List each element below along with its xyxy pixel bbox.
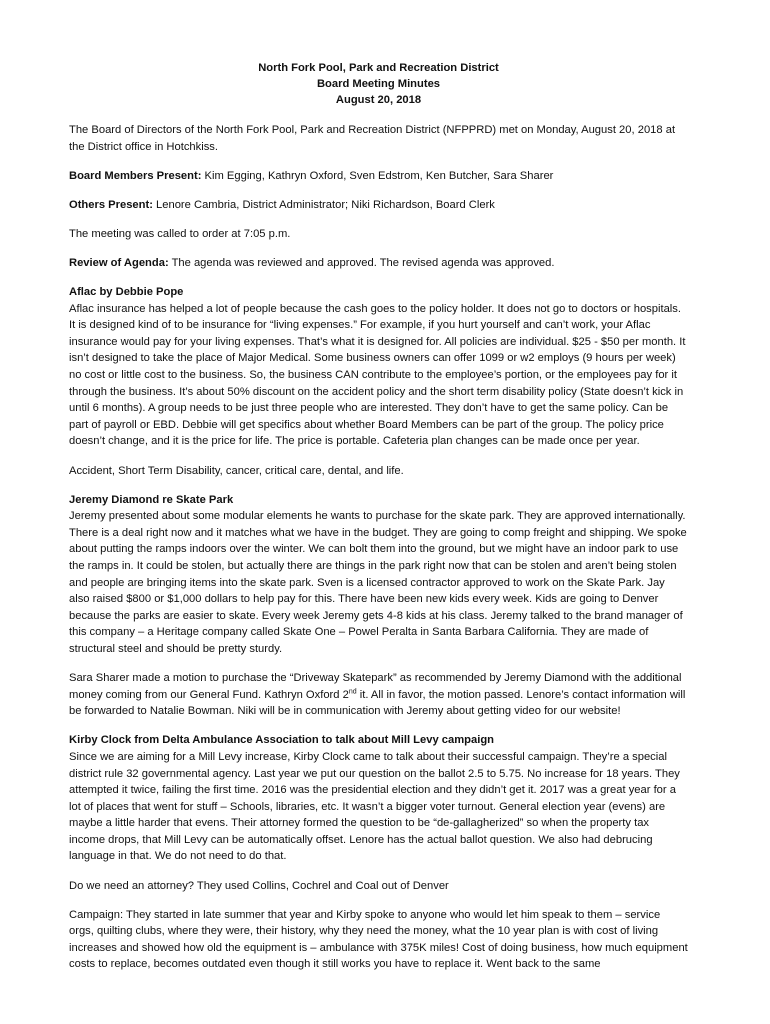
called-to-order-paragraph: The meeting was called to order at 7:05 p.m. — [69, 227, 291, 240]
mill-levy-section — [69, 732, 688, 865]
meeting-date: August 20, 2018 — [335, 94, 422, 106]
board-members-paragraph — [69, 168, 688, 185]
intro-paragraph: The Board of Directors of the North Fork Pool, Park and Recreation District (NFPPRD) met on Monday, August 20, 2018 at the District office in Hotchkiss. — [69, 124, 676, 153]
aflac-heading: Aflac by Debbie Pope — [69, 286, 184, 299]
skate-park-heading: Jeremy Diamond re Skate Park — [69, 493, 234, 506]
mill-levy-body: Since we are aiming for a Mill Levy increase, Kirby Clock came to talk about their successful campaign. They’re a special district rule 32 governmental agency. Last year we put our question on the ballot 2.5 to 5.75. No increase for 18 years. They attempted it twice, failing the first time. 2016 was the presidential election and they didn’t get it. 2017 was a great year for a lot of places that went for stuff – Schools, libraries, etc. It wasn’t a bigger voter turnout. General election year (evens) are maybe a little harder that evens. Their attorney formed the question to be “de-gallagherized” so when the property tax income drops, that Mill Levy can be automatically offset. Lenore has the actual ballot question. We also had debrucing language in that. We do not need to do that. — [69, 750, 680, 863]
board-members-label: Board Members Present: — [69, 169, 202, 182]
skate-park-section — [69, 492, 688, 658]
review-agenda-paragraph — [69, 255, 688, 272]
aflac-section — [69, 284, 688, 450]
attorney-paragraph: Do we need an attorney? They used Collins, Cochrel and Coal out of Denver — [69, 879, 449, 892]
review-agenda-text: The agenda was reviewed and approved. The revised agenda was approved. — [168, 256, 555, 269]
document-header — [69, 60, 688, 108]
ordinal-superscript: nd — [348, 687, 357, 695]
review-agenda-label: Review of Agenda: — [69, 256, 169, 269]
others-present-paragraph — [69, 197, 688, 214]
motion-text-part-2: it. All in favor, the motion passed. Lenore’s contact information will be forwarded to Natalie Bowman. Niki will be in communication with Jeremy about getting video for our website! — [69, 688, 686, 718]
skate-park-body: Jeremy presented about some modular elements he wants to purchase for the skate park. They are approved internationally. There is a deal right now and it matches what we have in the budget. They are going to comp freight and shipping. We spoke about putting the ramps indoors over the winter. We can bolt them into the ground, but we might have an indoor park to use the ramps in. It could be stolen, but actually there are things in the park right now that can be stolen and aren’t being stolen and people are bringing items into the skate park. Sven is a licensed contractor approved to work on the Skate Park. Jay also raised $800 or $1,000 dollars to help pay for this. There have been new kids every week. Kids are going to Denver because the parks are easier to skate. Every week Jeremy gets 4-8 kids at his class. Jeremy talked to the brand manager of this company – a Heritage company called Skate One – Powel Peralta in Santa Barbara California. They are made of structural steel and should be pretty sturdy. — [69, 510, 687, 655]
document-title: Board Meeting Minutes — [316, 78, 441, 90]
board-members-text: Kim Egging, Kathryn Oxford, Sven Edstrom, Ken Butcher, Sara Sharer — [201, 169, 554, 182]
aflac-body: Aflac insurance has helped a lot of people because the cash goes to the policy holder. It does not go to doctors or hospitals. It is designed kind of to be insurance for “living expenses.” For example, if you hurt yourself and can’t work, your Aflac insurance would pay for your living expenses. That’s what it is designed for. All policies are individual. $25 - $50 per month. It isn’t designed to take the place of Major Medical. Some business owners can offer 1099 or w2 employs (9 hours per week) no cost or little cost to the business. So, the business CAN contribute to the employee’s portion, or the employees pay for it through the business. It’s about 50% discount on the accident policy and the short term disability policy (State doesn’t kick in until 6 months). A group needs to be just three people who are interested. They don’t have to get the same policy. Can be part of payroll or EBD. Debbie will get specifics about whether Board Members can be part of the group. The policy price doesn’t change, and it is the price for life. The price is portable. Cafeteria plan changes can be made once per year. — [69, 302, 686, 448]
skate-park-motion-paragraph — [69, 670, 688, 720]
organization-name: North Fork Pool, Park and Recreation District — [258, 62, 499, 74]
others-present-label: Others Present: — [69, 198, 153, 211]
mill-levy-heading: Kirby Clock from Delta Ambulance Association to talk about Mill Levy campaign — [69, 734, 495, 747]
aflac-coverage-paragraph: Accident, Short Term Disability, cancer, critical care, dental, and life. — [69, 464, 404, 477]
campaign-paragraph: Campaign: They started in late summer that year and Kirby spoke to anyone who would let him speak to them – service orgs, quilting clubs, where they were, their history, why they need the money, what the 10 year plan is with cost of living increases and showed how old the equipment is – ambulance with 375K miles! Cost of doing business, how much equipment costs to replace, becomes outdated even though it still works you have to replace it. Went back to the same — [69, 908, 688, 971]
others-present-text: Lenore Cambria, District Administrator; Niki Richardson, Board Clerk — [152, 198, 495, 211]
motion-text-part-1: Sara Sharer made a motion to purchase the “Driveway Skatepark” as recommended by Jeremy Diamond with the additional money coming from our General Fund. Kathryn Oxford 2 — [69, 672, 682, 701]
